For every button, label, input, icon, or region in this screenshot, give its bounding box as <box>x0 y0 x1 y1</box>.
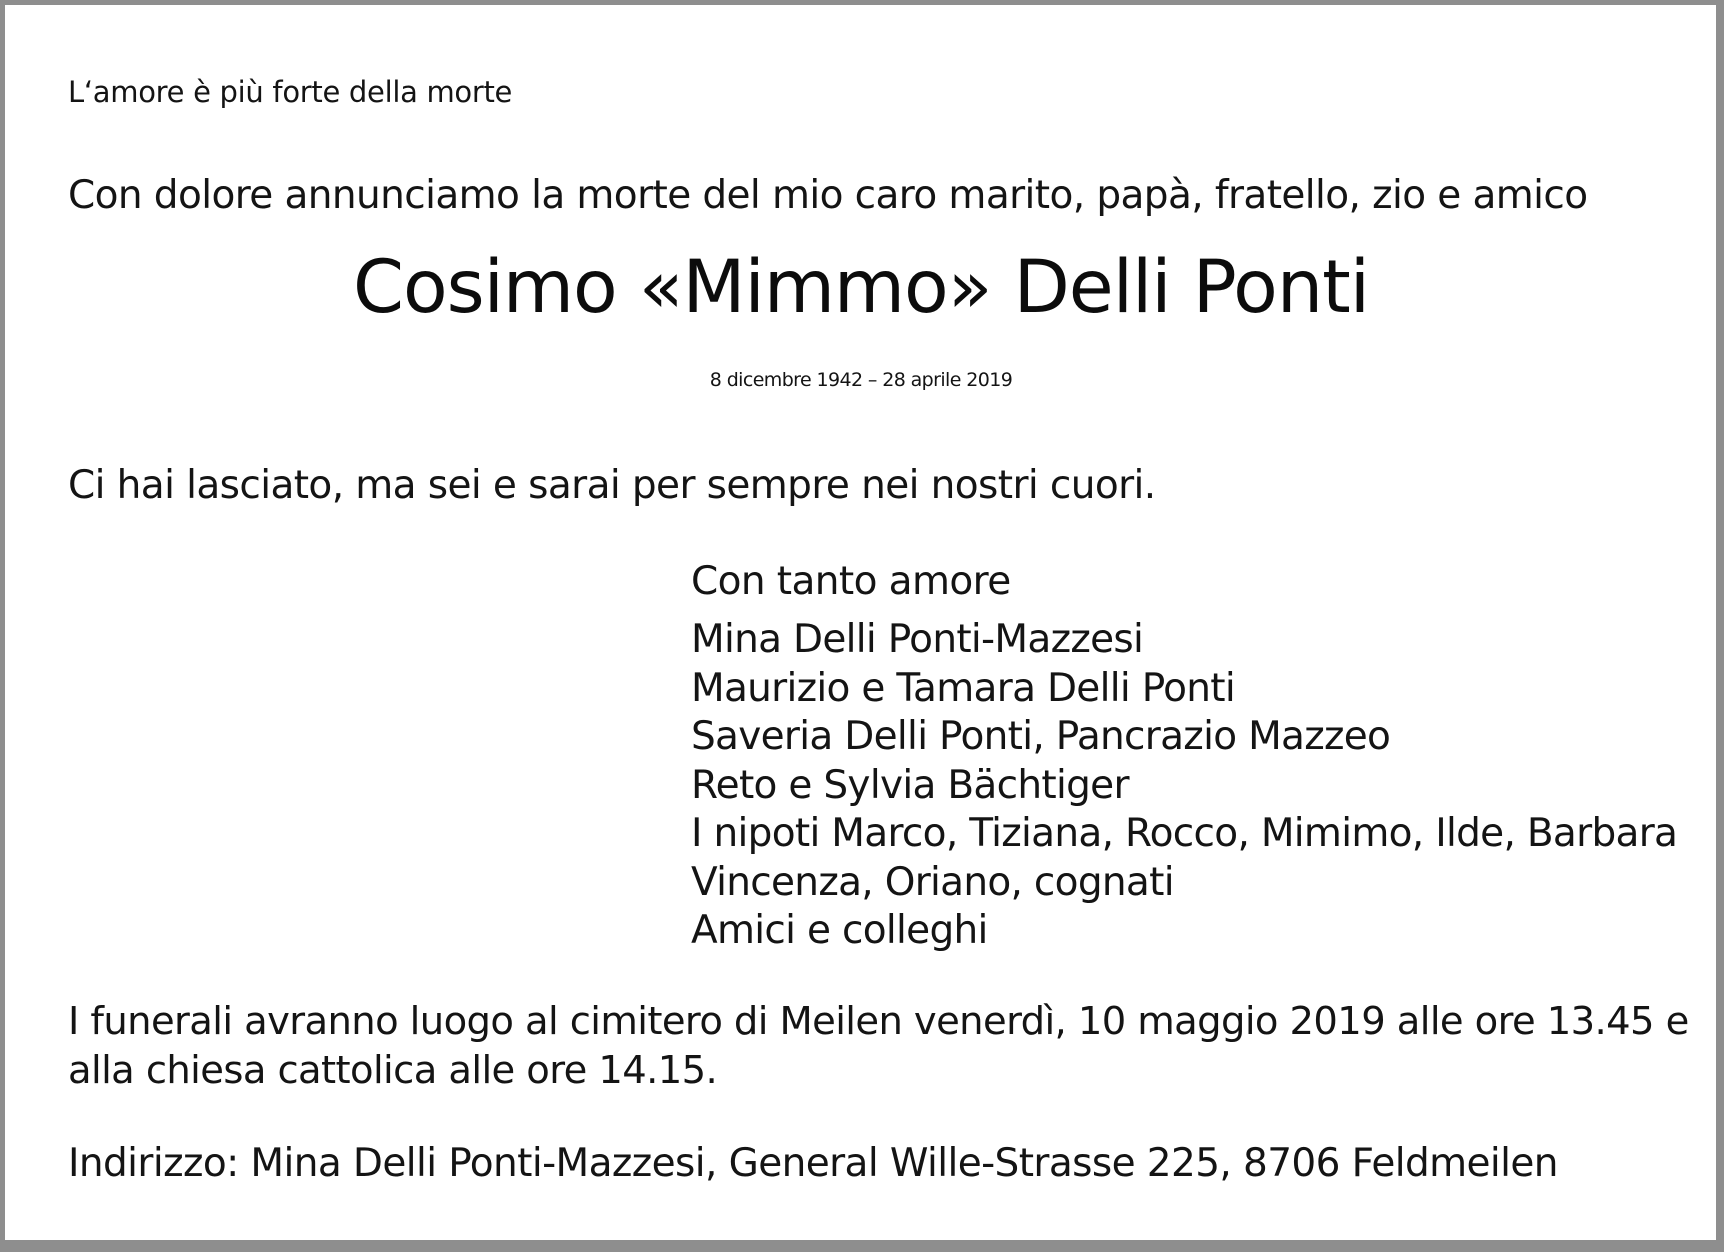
mourner-entry: Maurizio e Tamara Delli Ponti <box>691 665 1236 711</box>
mourners-list <box>691 616 1677 956</box>
mourner-entry: Amici e colleghi <box>691 908 988 953</box>
mourner-entry: Vincenza, Oriano, cognati <box>691 859 1174 905</box>
mourner-entry: Mina Delli Ponti-Mazzesi <box>691 617 1144 662</box>
funeral-info <box>68 997 1689 1095</box>
deceased-name: Cosimo «Mimmo» Delli Ponti <box>352 245 1370 330</box>
mourners-block <box>691 558 1677 956</box>
announcement-intro: Con dolore annunciamo la morte del mio caro marito, papà, fratello, zio e amico <box>68 173 1588 218</box>
motto-text: L‘amore è più forte della morte <box>68 75 513 109</box>
mourner-entry: Reto e Sylvia Bächtiger <box>691 762 1129 808</box>
address-line: Indirizzo: Mina Delli Ponti-Mazzesi, General Wille-Strasse 225, 8706 Feldmeilen <box>68 1141 1558 1186</box>
funeral-info-line-2: alla chiesa cattolica alle ore 14.15. <box>68 1048 718 1093</box>
life-dates: 8 dicembre 1942 – 28 aprile 2019 <box>709 369 1013 391</box>
mourner-entry: Saveria Delli Ponti, Pancrazio Mazzeo <box>691 714 1391 759</box>
closing-phrase: Con tanto amore <box>691 559 1011 604</box>
tribute-text: Ci hai lasciato, ma sei e sarai per sempre nei nostri cuori. <box>68 463 1156 508</box>
funeral-info-line-1: I funerali avranno luogo al cimitero di Meilen venerdì, 10 maggio 2019 alle ore 13.45 e <box>68 999 1689 1044</box>
mourner-entry: I nipoti Marco, Tiziana, Rocco, Mimimo, Ilde, Barbara <box>691 811 1678 856</box>
